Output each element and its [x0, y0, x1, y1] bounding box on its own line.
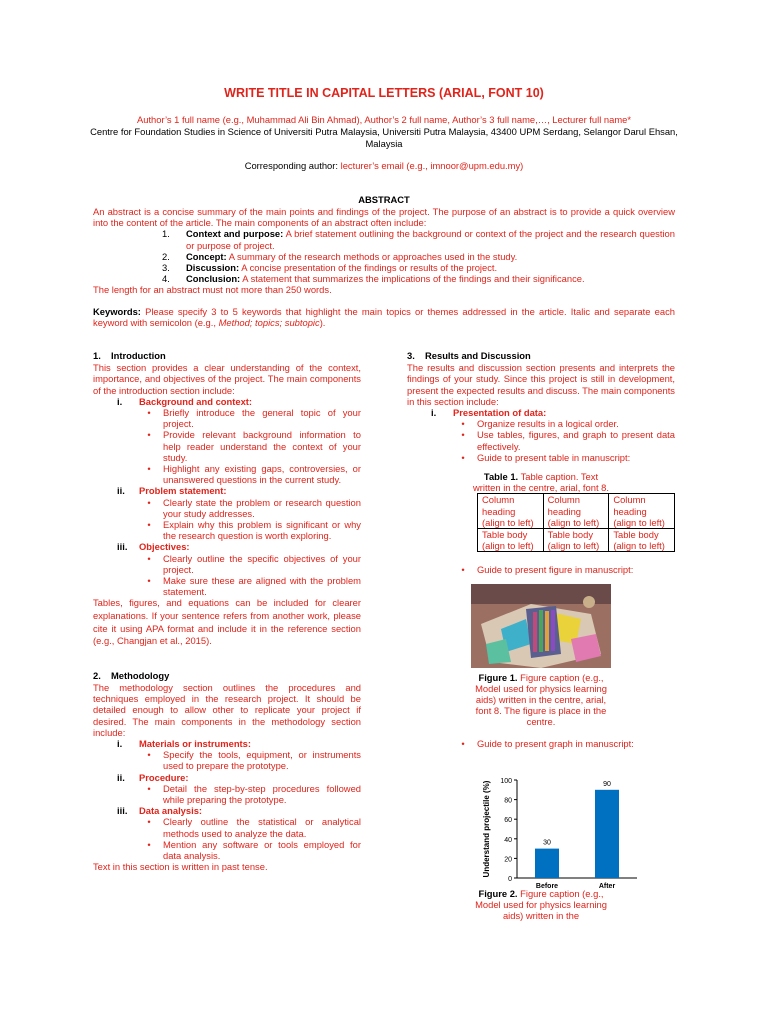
list-item: • Detail the step-by-step procedures followed while preparing the prototype. — [147, 782, 361, 806]
y-tick-label: 80 — [504, 797, 512, 805]
affiliation: Centre for Foundation Studies in Science of Universiti Putra Malaysia, Universiti Putra Malaysia, 43400 UPM Serdang, Selangor Darul Ehsan, Malaysia — [90, 125, 678, 149]
x-tick-label: Before — [535, 882, 559, 888]
introduction-closing: Tables, figures, and equations can be included for clearer explanations. If your sentence refers from another work, please cite it using APA format and include it in the reference section (e.g., Changjan et al., 2015). — [93, 597, 361, 647]
list-item: • Clearly outline the statistical or analytical methods used to analyze the data. — [147, 816, 361, 839]
data-label: 90 — [603, 780, 611, 788]
bar — [535, 848, 559, 877]
figure-photo — [471, 584, 611, 668]
results-heading: 3. Results and Discussion — [407, 350, 531, 361]
right-column — [407, 350, 675, 921]
results-paragraph: The results and discussion section presents and interprets the findings of your study. Since this project is still in development, present the expected results and discuss. The main components in this section include: — [407, 362, 675, 407]
list-item: • Highlight any existing gaps, controversies, or unanswered questions in the current study. — [147, 463, 361, 486]
figure1-caption: Figure 1. Figure caption (e.g., Model used for physics learning aids) written in the centre, arial, font 8. The figure is place in the centre. — [475, 671, 607, 728]
list-item: • Clearly state the problem or research question your study addresses. — [147, 496, 361, 519]
corresponding-author — [90, 160, 678, 171]
results-sub-presentation: i. Presentation of data: — [431, 407, 547, 419]
intro-sub-problem: ii. Problem statement: — [117, 485, 227, 497]
method-sub-materials: i. Materials or instruments: — [117, 738, 252, 750]
list-item: • Explain why this problem is significant or why the research question is worth exploring. — [147, 519, 361, 542]
y-tick-label: 60 — [504, 817, 512, 825]
abstract-item: 3. Discussion: A concise presentation of the findings or results of the project. — [162, 262, 498, 274]
y-tick-label: 40 — [504, 836, 512, 844]
list-item: • Clearly outline the specific objectives of your project. — [147, 552, 361, 575]
y-tick-label: 100 — [500, 777, 512, 785]
left-column — [93, 350, 361, 873]
list-item: • Use tables, figures, and graph to present data effectively. — [461, 429, 675, 452]
corresponding-email: lecturer’s email (e.g., imnoor@upm.edu.my) — [340, 160, 524, 171]
data-label: 30 — [543, 839, 551, 847]
methodology-heading: 2. Methodology — [93, 669, 170, 681]
bar — [595, 790, 619, 878]
y-tick-label: 0 — [508, 875, 512, 883]
table-header-cell: Column heading (align to left) — [543, 494, 609, 529]
author-block — [90, 114, 678, 149]
abstract-item: 2. Concept: A summary of the research methods or approaches used in the study. — [162, 250, 518, 262]
x-tick-label: After — [598, 882, 616, 888]
list-item: • Make sure these are aligned with the problem statement. — [147, 575, 361, 598]
list-item: • Organize results in a logical order. — [461, 418, 619, 430]
method-sub-analysis: iii. Data analysis: — [117, 805, 203, 817]
y-tick-label: 20 — [504, 856, 512, 864]
y-axis-label: Understand projectile (%) — [482, 780, 491, 878]
sample-table — [477, 493, 675, 552]
intro-sub-objectives: iii. Objectives: — [117, 541, 190, 553]
table-header-cell: Column heading (align to left) — [478, 494, 544, 529]
method-sub-procedure: ii. Procedure: — [117, 771, 189, 783]
introduction-heading: 1. Introduction — [93, 350, 166, 361]
bar-chart — [477, 753, 657, 888]
table-header-cell: Column heading (align to left) — [609, 494, 675, 529]
corresponding-label: Corresponding author: — [244, 160, 341, 171]
table-cell: Table body (align to left) — [609, 529, 675, 552]
learning-aid-model-image — [471, 584, 611, 668]
figure2-caption: Figure 2. Figure caption (e.g., Model used for physics learning aids) written in the — [475, 887, 607, 922]
list-item: • Guide to present graph in manuscript: — [461, 737, 634, 749]
table-row — [478, 494, 675, 529]
intro-sub-background: i. Background and context: — [117, 395, 253, 407]
keywords-label: Keywords: — [93, 306, 141, 317]
abstract-body — [93, 206, 675, 296]
list-item: • Mention any software or tools employed for data analysis. — [147, 838, 361, 862]
paper-title: WRITE TITLE IN CAPITAL LETTERS (ARIAL, FONT 10) — [224, 86, 544, 100]
list-item: • Guide to present table in manuscript: — [461, 451, 631, 463]
table-caption: Table 1. Table caption. Text written in the centre, arial, font 8. — [472, 471, 609, 494]
abstract-heading: ABSTRACT — [358, 194, 410, 205]
abstract-item: 1. Context and purpose: A brief statement outlining the background or context of the project and the research question or purpose of project. — [162, 228, 675, 251]
methodology-closing: Text in this section is written in past tense. — [93, 861, 268, 873]
list-item: • Provide relevant background information to help reader understand the context of your study. — [147, 429, 361, 463]
methodology-paragraph: The methodology section outlines the procedures and techniques employed in the research project. It should be detailed enough to allow other to replicate your project if desired. The main components in the methodology section include: — [93, 682, 361, 738]
abstract-item: 4. Conclusion: A statement that summarizes the implications of the findings and their significance. — [162, 273, 585, 285]
table-row — [478, 529, 675, 552]
table-cell: Table body (align to left) — [478, 529, 544, 552]
list-item: • Guide to present figure in manuscript: — [461, 564, 634, 576]
table-cell: Table body (align to left) — [543, 529, 609, 552]
abstract-length-note: The length for an abstract must not more than 250 words. — [93, 284, 332, 296]
keywords-example: Method; topics; subtopic — [218, 317, 320, 329]
abstract-list — [93, 228, 675, 284]
list-item: • Specify the tools, equipment, or instruments used to prepare the prototype. — [147, 749, 361, 772]
author-names: Author’s 1 full name (e.g., Muhammad Ali Bin Ahmad), Author’s 2 full name, Author’s 3 full name,…, Lecturer full name* — [136, 114, 631, 125]
list-item: • Briefly introduce the general topic of your project. — [147, 407, 361, 430]
abstract-intro: An abstract is a concise summary of the main points and findings of the project. The purpose of an abstract is to provide a quick overview into the content of the article. The main components of an abstract often include: — [93, 206, 675, 229]
introduction-paragraph: This section provides a clear understanding of the context, importance, and objectives of the project. The main components of the introduction section include: — [93, 362, 361, 396]
keywords: Keywords: Please specify 3 to 5 keywords that highlight the main topics or themes addressed in the article. Italic and separate each keyword with semicolon (e.g., Method; topics; subtopic). — [93, 306, 675, 329]
